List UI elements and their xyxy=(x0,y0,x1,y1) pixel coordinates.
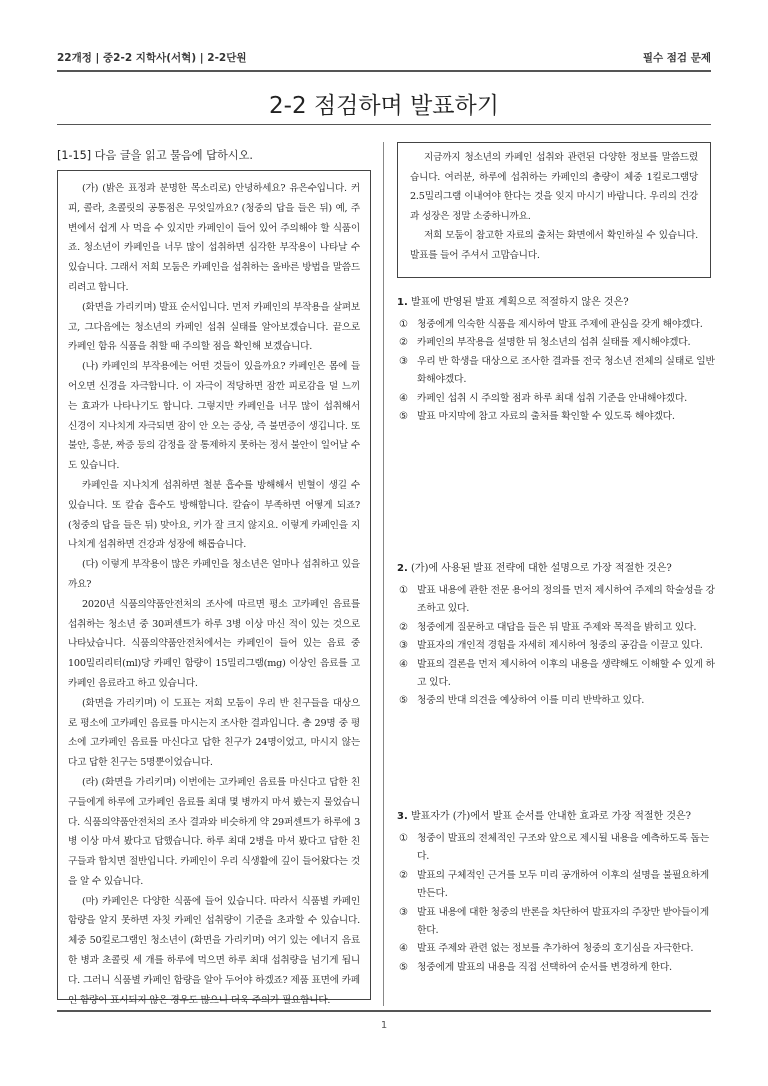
option-marker: ⑤ xyxy=(399,411,408,423)
question-stem xyxy=(397,808,715,826)
option-marker: ③ xyxy=(399,355,408,367)
column-divider xyxy=(383,142,384,1006)
header-rule xyxy=(57,70,711,72)
answer-option[interactable] xyxy=(397,408,715,426)
answer-option[interactable] xyxy=(397,637,715,655)
passage-paragraph: (화면을 가리키며) 이 도표는 저희 모둠이 우리 반 친구들을 대상으로 평소에 고카페인 음료를 마시는지 조사한 결과입니다. 총 29명 중 평소에 고카페인 음료를 마신다고 답한 친구가 24명이었고, 마시지 않는다고 답한 친구는 5명뿐이었습니다. xyxy=(68,697,360,769)
answer-option[interactable] xyxy=(397,867,715,904)
question-number: 1. xyxy=(397,297,408,308)
question-2 xyxy=(397,560,715,711)
option-marker: ② xyxy=(399,621,408,633)
option-marker: ④ xyxy=(399,943,408,955)
option-text: 발표 마지막에 참고 자료의 출처를 확인할 수 있도록 해야겠다. xyxy=(417,411,675,423)
option-text: 청중에게 질문하고 대답을 들은 뒤 발표 주제와 목적을 밝히고 있다. xyxy=(417,621,697,633)
question-number: 2. xyxy=(397,563,408,574)
question-stem xyxy=(397,560,715,578)
option-marker: ① xyxy=(399,319,408,330)
answer-option[interactable] xyxy=(397,353,715,390)
passage-paragraph: (화면을 가리키며) 발표 순서입니다. 먼저 카페인의 부작용을 살펴보고, 그다음에는 청소년의 카페인 섭취 실태를 알아보겠습니다. 끝으로 카페인 함유 식품을 취할 때 주의할 점을 확인해 보겠습니다. xyxy=(68,301,360,353)
option-marker: ③ xyxy=(399,906,408,918)
passage-paragraph: (마) 카페인은 다양한 식품에 들어 있습니다. 따라서 식품별 카페인 함량을 알지 못하면 자칫 카페인 섭취량이 기준을 초과할 수 있습니다. 체중 50킬로그램인 청소년이 (화면을 가리키며) 여기 있는 에너지 음료 한 병과 초콜릿 세 개를 하루에 먹으면 하루 최대 섭취량을 넘기게 됩니다. 그러니 식품별 카페인 함량을 알아 두어야 하겠죠? 제품 표면에 카페인 함량이 표시되지 않은 경우도 많으니 더욱 주의가 필요합니다. xyxy=(68,895,360,1006)
passage-paragraph: 지금까지 청소년의 카페인 섭취와 관련된 다양한 정보를 말씀드렸습니다. 여러분, 하루에 섭취하는 카페인의 총량이 체중 1킬로그램당 2.5밀리그램 이내여야 한다는 것을 잊지 마시기 바랍니다. 우리의 건강과 성장은 정말 소중하니까요. xyxy=(410,152,698,222)
answer-option[interactable] xyxy=(397,390,715,408)
footer-rule xyxy=(57,1010,711,1012)
option-text: 청중이 발표의 전체적인 구조와 앞으로 제시될 내용을 예측하도록 돕는다. xyxy=(417,833,709,863)
option-text: 우리 반 학생을 대상으로 조사한 결과를 전국 청소년 전체의 실태로 일반화해야겠다. xyxy=(417,355,715,386)
instruction: [1-15] 다음 글을 읽고 물음에 답하시오. xyxy=(57,149,253,162)
passage-box-left xyxy=(57,170,371,1006)
header-section-label: 필수 점검 문제 xyxy=(642,52,711,64)
option-marker: ④ xyxy=(399,658,408,670)
passage-paragraph: 저희 모둠이 참고한 자료의 출처는 화면에서 확인하실 수 있습니다. 발표를 들어 주셔서 고맙습니다. xyxy=(410,230,698,261)
option-marker: ① xyxy=(399,585,408,596)
answer-option[interactable] xyxy=(397,619,715,637)
page-title: 2-2 점검하며 발표하기 xyxy=(269,93,499,119)
answer-option[interactable] xyxy=(397,334,715,352)
option-marker: ① xyxy=(399,833,408,844)
option-text: 청중에게 발표의 내용을 직접 선택하여 순서를 변경하게 한다. xyxy=(417,961,672,973)
passage-paragraph: (가) (밝은 표정과 분명한 목소리로) 안녕하세요? 유은수입니다. 커피, 콜라, 초콜릿의 공통점은 무엇일까요? (청중의 답을 들은 뒤) 예, 주변에서 쉽게 사 먹을 수 있지만 카페인이 들어 있어 주의해야 할 식품이죠. 청소년이 카페인을 너무 많이 섭취하면 심각한 부작용이 나타날 수 있습니다. 그래서 저희 모둠은 카페인을 섭취하는 올바른 방법을 말씀드리려고 합니다. xyxy=(68,183,360,293)
option-text: 발표 내용에 관한 전문 용어의 정의를 먼저 제시하여 주제의 학술성을 강조하고 있다. xyxy=(417,585,715,615)
option-text: 발표 내용에 대한 청중의 반론을 차단하여 발표자의 주장만 받아들이게 한다. xyxy=(417,906,709,937)
option-marker: ② xyxy=(399,869,408,881)
question-text: (가)에 사용된 발표 전략에 대한 설명으로 가장 적절한 것은? xyxy=(410,563,672,574)
page-header xyxy=(57,50,711,66)
option-marker: ② xyxy=(399,337,408,349)
question-number: 3. xyxy=(397,811,408,822)
option-marker: ③ xyxy=(399,640,408,652)
option-text: 발표자의 개인적 경험을 자세히 제시하여 청중의 공감을 이끌고 있다. xyxy=(417,640,703,652)
option-marker: ④ xyxy=(399,392,408,404)
passage-box-right xyxy=(397,142,711,278)
question-text: 발표자가 (가)에서 발표 순서를 안내한 효과로 가장 적절한 것은? xyxy=(410,811,692,822)
answer-option[interactable] xyxy=(397,830,715,867)
passage-paragraph: (라) (화면을 가리키며) 이번에는 고카페인 음료를 마신다고 답한 친구들에게 하루에 고카페인 음료를 최대 몇 병까지 마셔 봤는지 물었습니다. 식품의약품안전처의 조사 결과와 비슷하게 약 29퍼센트가 하루에 3병 이상 마셔 봤다고 답했습니다. 하루 최대 2병을 마셔 봤다고 답한 친구들과 합치면 절반입니다. 카페인이 우리 식생활에 깊이 들어왔다는 것을 알 수 있습니다. xyxy=(68,776,360,887)
answer-option[interactable] xyxy=(397,316,715,334)
question-stem xyxy=(397,294,715,312)
answer-option[interactable] xyxy=(397,692,715,710)
question-1 xyxy=(397,294,715,426)
option-marker: ⑤ xyxy=(399,961,408,973)
answer-option[interactable] xyxy=(397,940,715,958)
option-text: 발표의 구체적인 근거를 모두 미리 공개하여 이후의 설명을 불필요하게 만든다. xyxy=(417,869,709,900)
answer-option[interactable] xyxy=(397,582,715,619)
passage-paragraph: 카페인을 지나치게 섭취하면 철분 흡수를 방해해서 빈혈이 생길 수 있습니다. 또 칼슘 흡수도 방해합니다. 칼슘이 부족하면 어떻게 되죠? (청중의 답을 들은 뒤) 맞아요, 키가 잘 크지 않지요. 이렇게 카페인을 지나치게 섭취하면 건강과 성장에 해롭습니다. xyxy=(68,479,360,551)
option-text: 카페인의 부작용을 설명한 뒤 청소년의 섭취 실태를 제시해야겠다. xyxy=(417,337,691,349)
option-text: 발표의 결론을 먼저 제시하여 이후의 내용을 생략해도 이해할 수 있게 하고 있다. xyxy=(417,658,715,689)
option-text: 발표 주제와 관련 없는 정보를 추가하여 청중의 호기심을 자극한다. xyxy=(417,943,694,955)
title-rule xyxy=(57,124,711,125)
question-3 xyxy=(397,808,715,977)
option-text: 청중의 반대 의견을 예상하여 이를 미리 반박하고 있다. xyxy=(417,695,645,707)
passage-paragraph: (나) 카페인의 부작용에는 어떤 것들이 있을까요? 카페인은 몸에 들어오면 신경을 자극합니다. 이 자극이 적당하면 잠깐 피로감을 덜 느끼는 효과가 나타나기도 합니다. 그렇지만 카페인을 너무 많이 섭취해서 신경이 지나치게 자극되면 잠이 안 오는 증상, 즉 불면증이 생깁니다. 또 불안, 흥분, 짜증 등의 감정을 잘 통제하지 못하는 정서 불안이 일어날 수도 있습니다. xyxy=(68,361,360,472)
header-course-info: 22개정 | 중2-2 지학사(서혁) | 2-2단원 xyxy=(57,52,247,64)
option-marker: ⑤ xyxy=(399,695,408,707)
passage-paragraph: (다) 이렇게 부작용이 많은 카페인을 청소년은 얼마나 섭취하고 있을까요? xyxy=(68,559,360,590)
passage-paragraph: 2020년 식품의약품안전처의 조사에 따르면 평소 고카페인 음료를 섭취하는 청소년 중 30퍼센트가 하루 3병 이상 마신 적이 있는 것으로 나타났습니다. 식품의약품안전처에서는 카페인이 들어 있는 음료 중 100밀리리터(ml)당 카페인 함량이 15밀리그램(mg) 이상인 음료를 고카페인 음료라고 하고 있습니다. xyxy=(68,598,360,689)
option-text: 청중에게 익숙한 식품을 제시하여 발표 주제에 관심을 갖게 해야겠다. xyxy=(417,319,703,330)
answer-option[interactable] xyxy=(397,959,715,977)
option-text: 카페인 섭취 시 주의할 점과 하루 최대 섭취 기준을 안내해야겠다. xyxy=(417,392,687,404)
page-number: 1 xyxy=(380,1020,388,1031)
question-text: 발표에 반영된 발표 계획으로 적절하지 않은 것은? xyxy=(410,297,629,308)
answer-option[interactable] xyxy=(397,904,715,941)
answer-option[interactable] xyxy=(397,656,715,693)
